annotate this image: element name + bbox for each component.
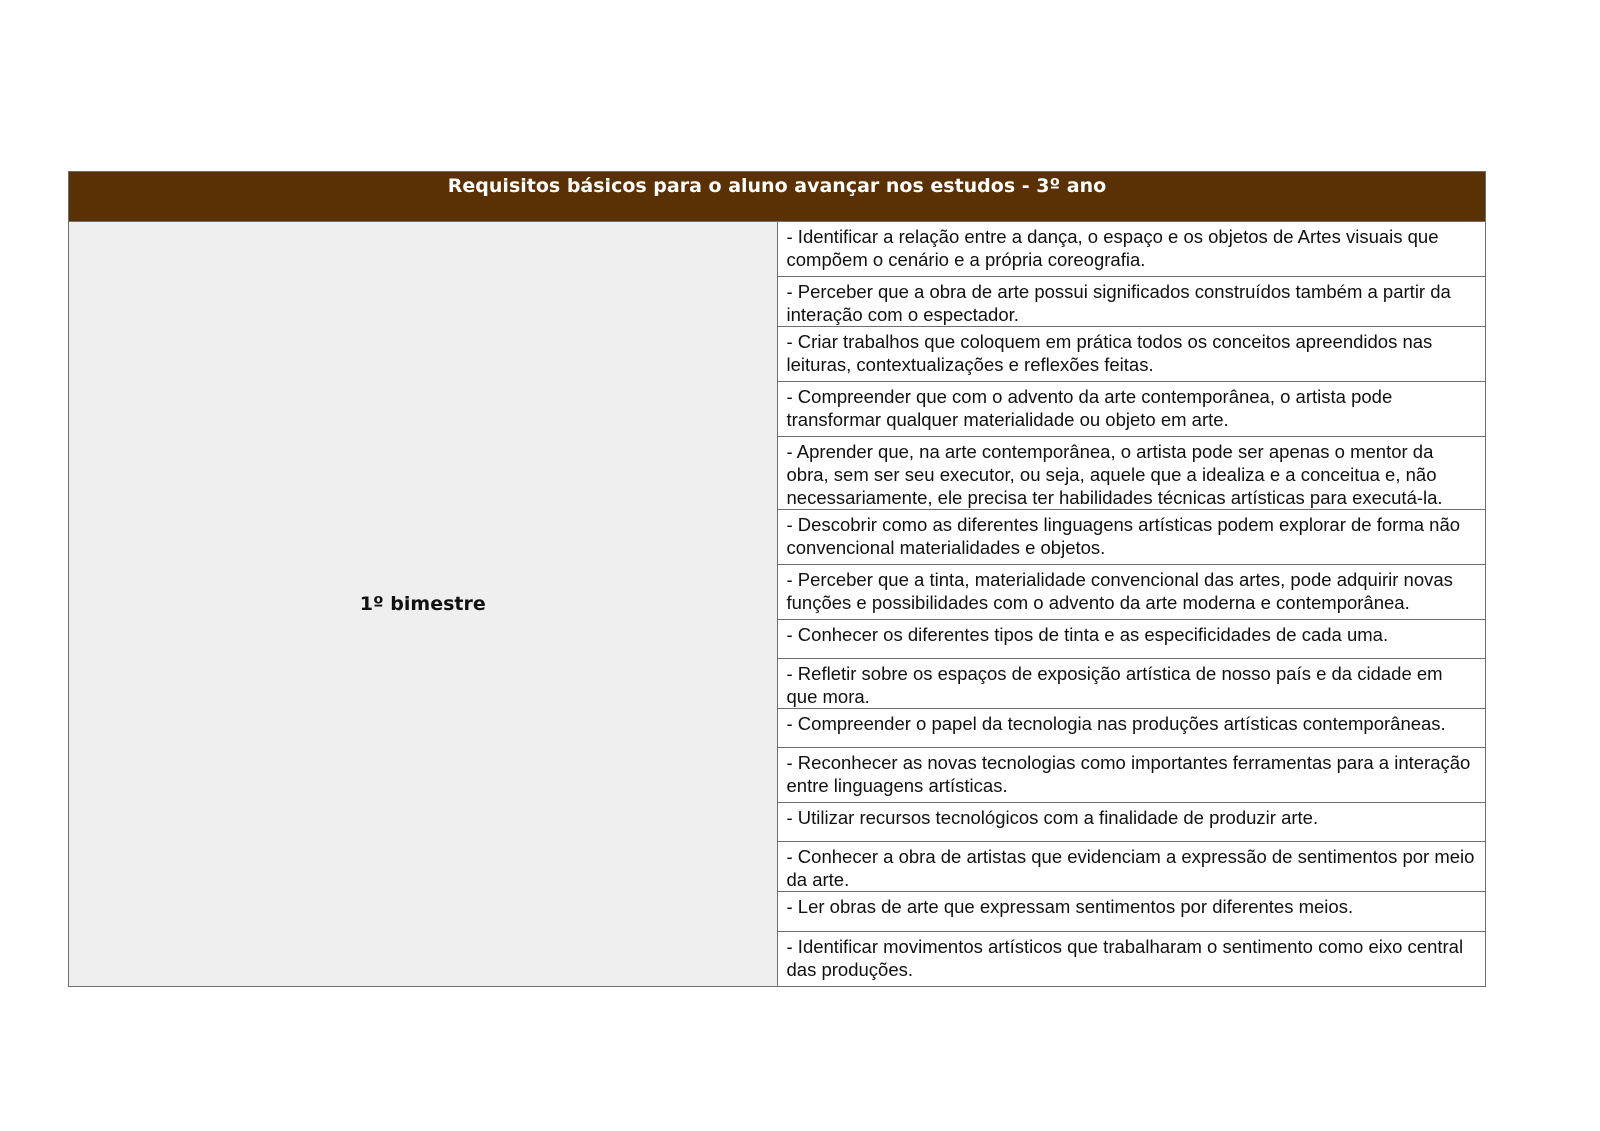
requirement-item: - Perceber que a obra de arte possui significados construídos também a partir da interação com o espectador. — [777, 277, 1486, 327]
requirement-item: - Descobrir como as diferentes linguagens artísticas podem explorar de forma não convencional materialidades e objetos. — [777, 510, 1486, 565]
requirement-item: - Reconhecer as novas tecnologias como importantes ferramentas para a interação entre linguagens artísticas. — [777, 748, 1486, 803]
table-header-row — [69, 172, 1486, 222]
requirement-item: - Refletir sobre os espaços de exposição artística de nosso país e da cidade em que mora. — [777, 659, 1486, 709]
requirement-item: - Conhecer a obra de artistas que evidenciam a expressão de sentimentos por meio da arte. — [777, 842, 1486, 892]
requirement-item: - Aprender que, na arte contemporânea, o artista pode ser apenas o mentor da obra, sem ser seu executor, ou seja, aquele que a idealiza e a conceitua e, não necessariamente, ele precisa ter habilidades técnicas artísticas para executá-la. — [777, 437, 1486, 510]
requirement-item: - Perceber que a tinta, materialidade convencional das artes, pode adquirir novas funções e possibilidades com o advento da arte moderna e contemporânea. — [777, 565, 1486, 620]
requirement-item: - Compreender que com o advento da arte contemporânea, o artista pode transformar qualquer materialidade ou objeto em arte. — [777, 382, 1486, 437]
requirement-item: - Criar trabalhos que coloquem em prática todos os conceitos apreendidos nas leituras, contextualizações e reflexões feitas. — [777, 327, 1486, 382]
requirement-item: - Utilizar recursos tecnológicos com a finalidade de produzir arte. — [777, 803, 1486, 842]
bimestre-label: 1º bimestre — [69, 222, 778, 987]
requirement-item: - Conhecer os diferentes tipos de tinta e as especificidades de cada uma. — [777, 620, 1486, 659]
table-title: Requisitos básicos para o aluno avançar nos estudos - 3º ano — [69, 172, 1486, 222]
requirements-table — [68, 171, 1486, 987]
requirement-item: - Identificar movimentos artísticos que trabalharam o sentimento como eixo central das produções. — [777, 932, 1486, 987]
requirement-item: - Identificar a relação entre a dança, o espaço e os objetos de Artes visuais que compõem o cenário e a própria coreografia. — [777, 222, 1486, 277]
table-row — [69, 222, 1486, 277]
requirement-item: - Compreender o papel da tecnologia nas produções artísticas contemporâneas. — [777, 709, 1486, 748]
requirement-item: - Ler obras de arte que expressam sentimentos por diferentes meios. — [777, 892, 1486, 932]
